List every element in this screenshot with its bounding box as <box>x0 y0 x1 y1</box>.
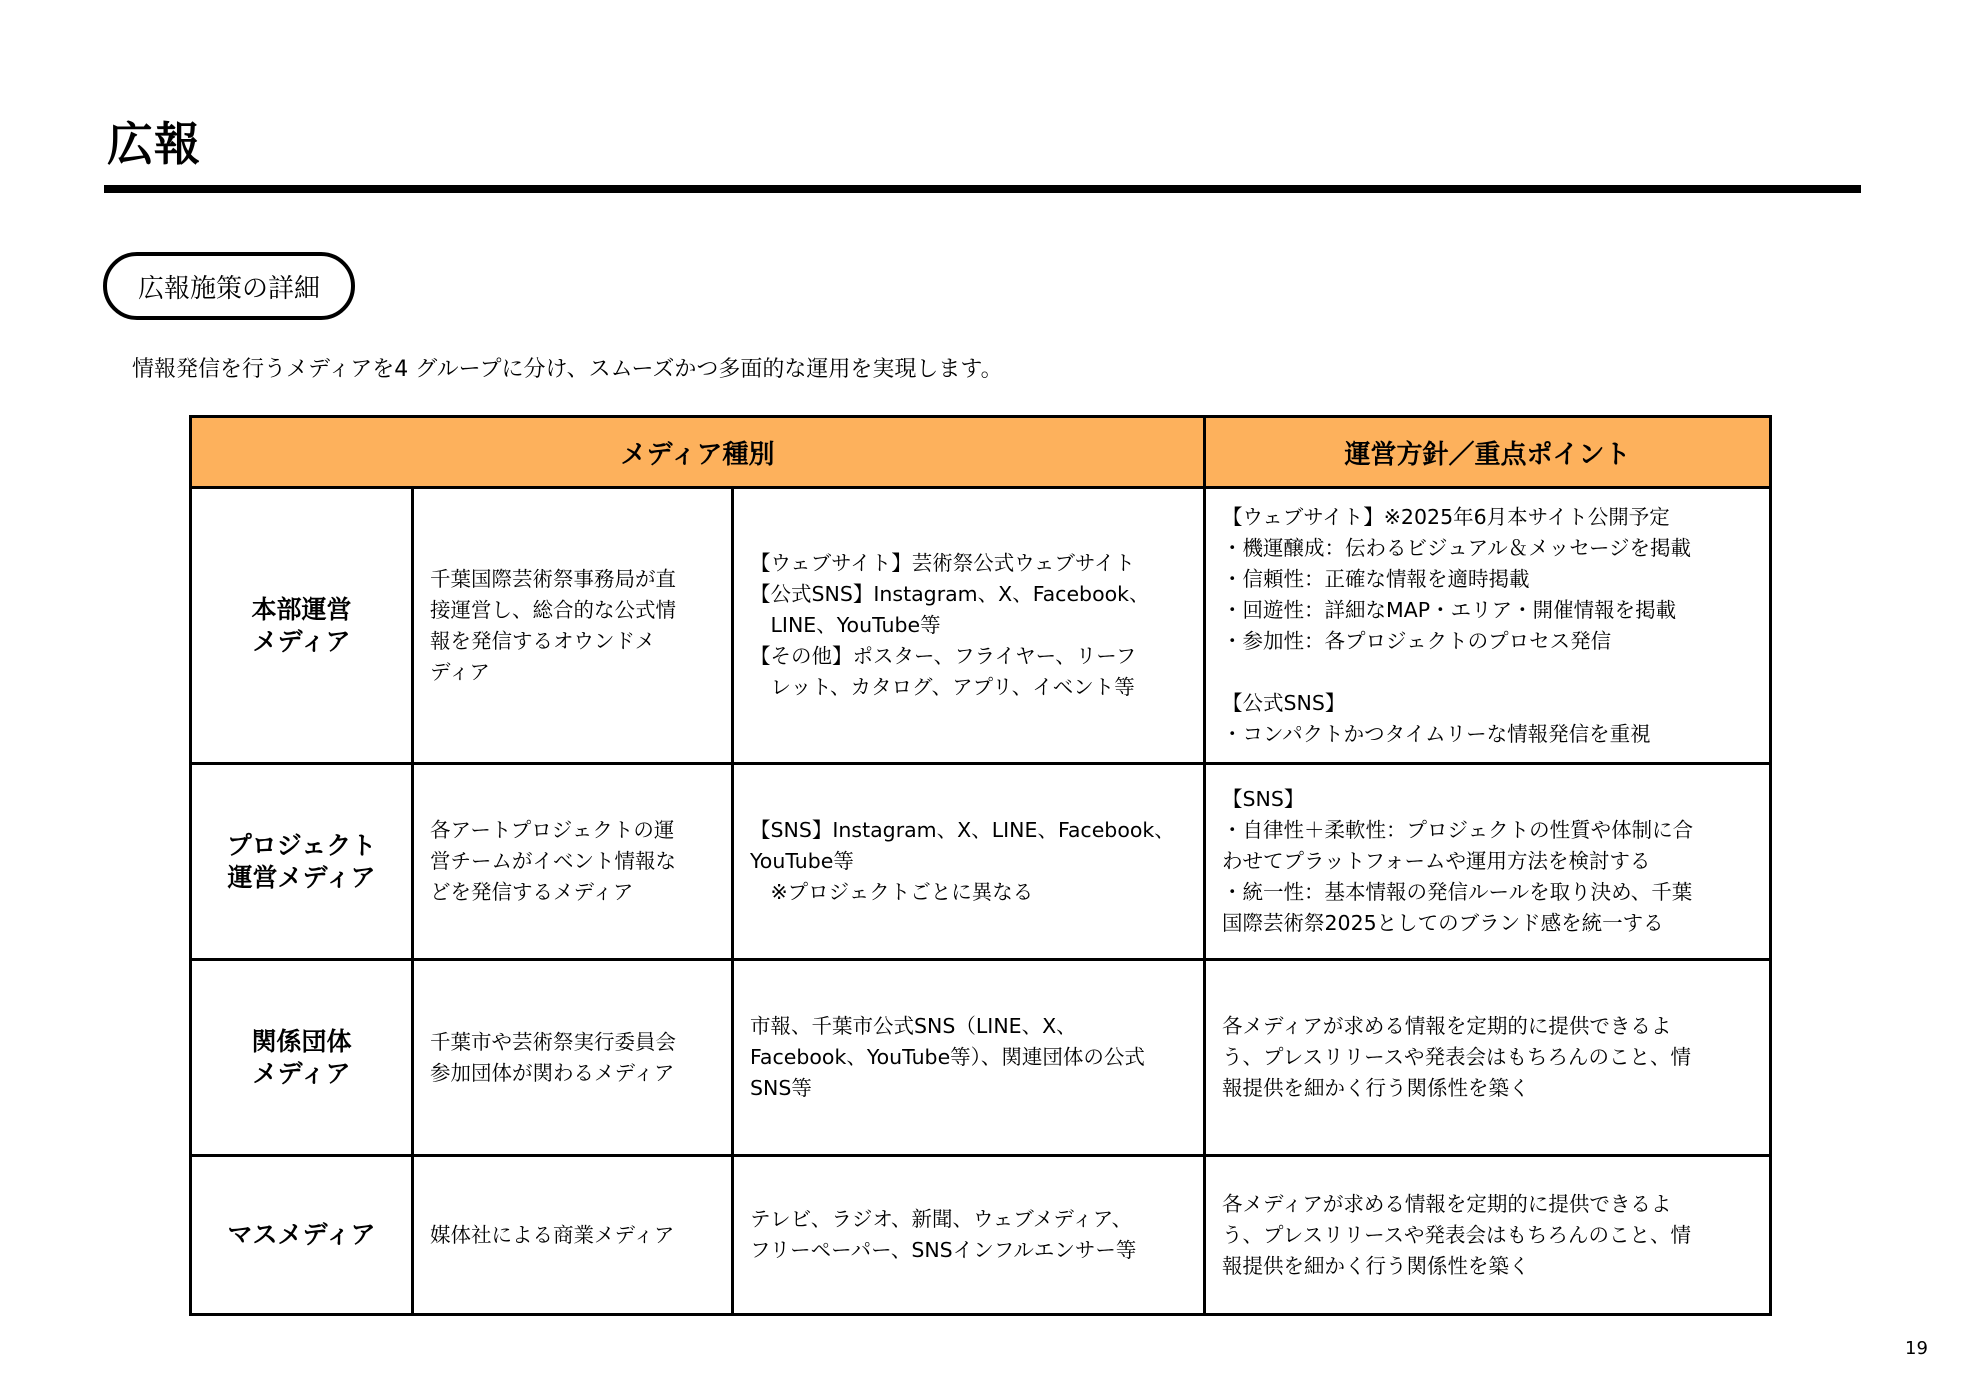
row-description: 媒体社による商業メディア <box>413 1156 733 1315</box>
table-row <box>191 488 1771 764</box>
table-row <box>191 1156 1771 1315</box>
media-table <box>189 415 1772 1316</box>
section-label: 広報施策の詳細 <box>137 273 320 304</box>
title-divider <box>104 185 1861 193</box>
row-category: マスメディア <box>191 1156 413 1315</box>
row-policy: 各メディアが求める情報を定期的に提供できるよ う、プレスリリースや発表会はもちろんのこと、情 報提供を細かく行う関係性を築く <box>1205 1156 1771 1315</box>
intro-text: 情報発信を行うメディアを4 グループに分け、スムーズかつ多面的な運用を実現します。 <box>132 357 1003 382</box>
row-policy: 【ウェブサイト】※2025年6月本サイト公開予定 ・機運醸成：伝わるビジュアル＆メッセージを掲載 ・信頼性：正確な情報を適時掲載 ・回遊性：詳細なMAP・エリア・開催情報を掲載 ・参加性：各プロジェクトのプロセス発信 【公式SNS】 ・コンパクトかつタイムリーな情報発信を重視 <box>1205 488 1771 764</box>
table-header-row <box>191 417 1771 488</box>
row-category: 関係団体 メディア <box>191 960 413 1156</box>
section-label-pill <box>103 252 355 320</box>
row-policy: 【SNS】 ・自律性＋柔軟性：プロジェクトの性質や体制に合 わせてプラットフォームや運用方法を検討する ・統一性：基本情報の発信ルールを取り決め、千葉 国際芸術祭2025としてのブランド感を統一する <box>1205 764 1771 960</box>
page-title: 広報 <box>107 117 201 171</box>
row-description: 千葉市や芸術祭実行委員会 参加団体が関わるメディア <box>413 960 733 1156</box>
row-category: 本部運営 メディア <box>191 488 413 764</box>
table-row <box>191 764 1771 960</box>
column-header-policy: 運営方針／重点ポイント <box>1205 417 1771 488</box>
row-media-list: テレビ、ラジオ、新聞、ウェブメディア、 フリーペーパー、SNSインフルエンサー等 <box>733 1156 1205 1315</box>
row-media-list: 【SNS】Instagram、X、LINE、Facebook、 YouTube等 ※プロジェクトごとに異なる <box>733 764 1205 960</box>
page-number: 19 <box>1905 1338 1928 1359</box>
row-media-list: 【ウェブサイト】芸術祭公式ウェブサイト 【公式SNS】Instagram、X、Facebook、 LINE、YouTube等 【その他】ポスター、フライヤー、リーフ レット、カタログ、アプリ、イベント等 <box>733 488 1205 764</box>
row-description: 千葉国際芸術祭事務局が直 接運営し、総合的な公式情 報を発信するオウンドメ ディア <box>413 488 733 764</box>
row-category: プロジェクト 運営メディア <box>191 764 413 960</box>
row-media-list: 市報、千葉市公式SNS（LINE、X、 Facebook、YouTube等）、関連団体の公式 SNS等 <box>733 960 1205 1156</box>
row-policy: 各メディアが求める情報を定期的に提供できるよ う、プレスリリースや発表会はもちろんのこと、情 報提供を細かく行う関係性を築く <box>1205 960 1771 1156</box>
table-row <box>191 960 1771 1156</box>
row-description: 各アートプロジェクトの運 営チームがイベント情報な どを発信するメディア <box>413 764 733 960</box>
column-header-media-type: メディア種別 <box>191 417 1205 488</box>
